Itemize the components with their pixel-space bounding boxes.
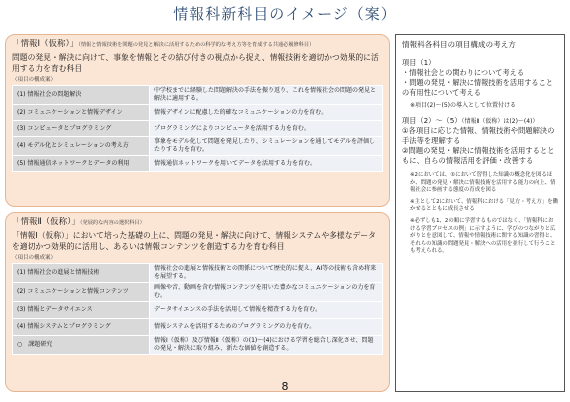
table-row	[13, 302, 383, 319]
item2-heading	[402, 116, 558, 126]
unit-name: (1) 情報社会の進展と情報技術	[13, 264, 150, 283]
subject-joho1-box	[5, 34, 390, 207]
unit-name: (2) コミュニケーションと情報コンテンツ	[13, 283, 150, 302]
slide-title: 情報科新科目のイメージ（案）	[173, 5, 397, 23]
subject-goal: 問題の発見・解決に向けて、事象を情報とその結び付きの視点から捉え、情報技術を適切かつ効果的に活用する力を育む科目	[12, 53, 379, 73]
subject-joho2-box	[5, 212, 390, 392]
unit-description: 情報Ⅰ（仮称）及び情報Ⅱ（仮称）の(1)〜(4)における学習を総合し深化させ、問題の発見・解決に取り組み、新たな価値を創造する。	[150, 336, 383, 355]
unit-description: 情報社会の進展と情報技術との関係について歴史的に捉え、AI等の技術も含め将来を展望する。	[150, 264, 383, 283]
table-row	[13, 137, 383, 156]
unit-name: (3) 情報とデータサイエンス	[13, 302, 150, 319]
table-row	[13, 319, 383, 336]
page-number: 8	[281, 380, 289, 393]
item1-line: ・問題の発見・解決に情報技術を活用することの有用性について考える	[402, 78, 553, 97]
unit-name: (2) コミュニケーションと情報デザイン	[13, 105, 150, 121]
table-row	[13, 156, 383, 172]
item2-point-2: ②問題の発見・解決に情報技術を活用するとともに、自らの情報活用を評価・改善する	[402, 146, 555, 165]
unit-description: 情報デザインに配慮した的確なコミュニケーションの力を育む。	[150, 105, 383, 121]
item1-heading: 項目（1）	[402, 58, 436, 67]
item2-point-1: ①各項目に応じた情報、情報技術や問題解決の手法等を理解する	[402, 126, 555, 145]
unit-name: (1) 情報社会の問題解決	[13, 86, 150, 105]
unit-description: 情報通信ネットワークを用いてデータを活用する力を育む。	[150, 156, 383, 172]
unit-name: (4) モデル化とシミュレーションの考え方	[13, 137, 150, 156]
table-row	[13, 105, 383, 121]
note-4: ※必ずしも1、2の順に学習するものではなく、「情報科における学習プロセスの例」に示すように、学びのつながりと広がりとを意図して、情報や情報技術に関する知識の習得と、それらの知識の問題発見・解決への活用を並行して行うことも考えられる。	[410, 217, 556, 255]
unit-description: データサイエンスの手法を活用して情報を精査する力を育む。	[150, 302, 383, 319]
item2-heading-text: 項目（2）〜（5）	[402, 116, 462, 125]
item1-note: ※項目(2)〜(5)の導入として位置付ける	[410, 102, 517, 109]
unit-description: 中学校までに経験した問題解決の手法を振り返り、これを情報社会の問題の発見と解決に適用する。	[150, 86, 383, 105]
subject-goal: 「情報Ⅰ（仮称）」において培った基礎の上に、問題の発見・解決に向けて、情報システムや多様なデータを適切かつ効果的に活用し、あるいは情報コンテンツを創造する力を育む科目	[12, 231, 376, 251]
panel-title: 情報科各科目の項目構成の考え方	[402, 40, 516, 49]
unit-description: プログラミングによりコンピュータを活用する力を育む。	[150, 121, 383, 137]
subject-name: 「情報Ⅱ（仮称）」	[12, 217, 80, 227]
item2-heading-note: （情報Ⅱ（仮称）は(2)〜(4)）	[461, 118, 539, 125]
unit-description: 事象をモデル化して問題を発見したり、シミュレーションを通してモデルを評価したりする力を育む。	[150, 137, 383, 156]
note-3: ※主として2において、情報科における「見方・考え方」を働かせるとともに成長させる	[410, 198, 558, 213]
unit-name: ○ 課題研究	[13, 336, 150, 355]
unit-table	[12, 85, 383, 172]
structure-label: （項目の構成案）	[12, 77, 57, 83]
subject-note: （発展的な内容の選択科目）	[79, 220, 145, 226]
note-2: ※2においては、①において習得した知識の概念化を図るほか、問題の発見・解決に情報技術を活用する能力の向上、情報社会に参画する態度の育成を図る	[410, 172, 556, 194]
structure-label: （項目の構成案）	[12, 255, 57, 261]
subject-note: （情報と情報技術を問題の発見と解決に活用するための科学的な考え方等を育成する共通必履修科目）	[78, 42, 315, 48]
subject-name: 「情報Ⅰ（仮称）」	[12, 39, 79, 49]
table-row	[13, 336, 383, 355]
unit-table	[12, 263, 383, 355]
subject-heading	[12, 217, 383, 228]
unit-name: (5) 情報通信ネットワークとデータの利用	[13, 156, 150, 172]
table-row	[13, 121, 383, 137]
unit-name: (3) コンピュータとプログラミング	[13, 121, 150, 137]
structure-rationale-panel	[395, 34, 565, 392]
table-row	[13, 283, 383, 302]
table-row	[13, 86, 383, 105]
subject-heading	[12, 39, 383, 50]
unit-description: 画像や音、動画を含む情報コンテンツを用いた豊かなコミュニケーションの力を育む。	[150, 283, 383, 302]
item1-line: ・情報社会との関わりについて考える	[402, 68, 525, 77]
table-row	[13, 264, 383, 283]
unit-description: 情報システムを活用するためのプログラミングの力を育む。	[150, 319, 383, 336]
unit-name: (4) 情報システムとプログラミング	[13, 319, 150, 336]
